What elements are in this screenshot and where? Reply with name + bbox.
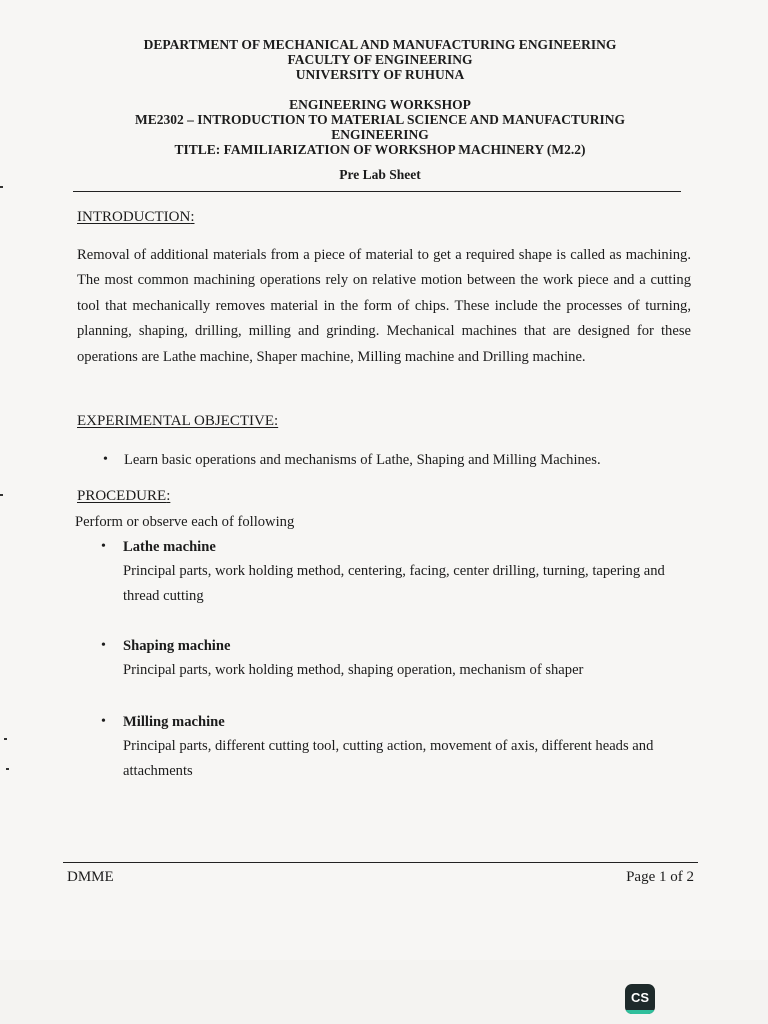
procedure-bullet-2: • [101,638,106,653]
introduction-heading-text: INTRODUCTION [77,209,191,225]
objective-heading [77,413,278,430]
procedure-item-desc-shaping: Principal parts, work holding method, shaping operation, mechanism of shaper [123,662,584,678]
camscanner-logo-icon: CS [625,984,655,1014]
course-title-line2: ENGINEERING [331,127,429,142]
objective-item: Learn basic operations and mechanisms of Lathe, Shaping and Milling Machines. [124,452,601,468]
scan-mark [4,738,7,740]
procedure-item-desc-lathe: Principal parts, work holding method, centering, facing, center drilling, turning, tapering and thread cutting [123,563,665,605]
procedure-item-desc-milling: Principal parts, different cutting tool, cutting action, movement of axis, different heads and attachments [123,738,654,780]
scan-mark [6,768,9,770]
procedure-item-title-shaping: Shaping machine [123,638,231,654]
procedure-intro: Perform or observe each of following [75,514,295,530]
sheet-type-label: Pre Lab Sheet [339,167,421,182]
footer-page-number: Page 1 of 2 [626,869,694,885]
course-title-line1: ME2302 – INTRODUCTION TO MATERIAL SCIENCE AND MANUFACTURING [135,112,625,127]
procedure-item-title-lathe: Lathe machine [123,539,216,555]
lab-title: TITLE: FAMILIARIZATION OF WORKSHOP MACHINERY (M2.2) [174,142,586,157]
scan-mark [0,186,3,188]
footer-divider [63,862,698,863]
footer-department: DMME [67,869,114,885]
introduction-heading-colon: : [190,209,195,225]
institution-header [60,37,700,82]
department-name: DEPARTMENT OF MECHANICAL AND MANUFACTURING ENGINEERING [143,37,617,52]
course-header [60,97,700,157]
procedure-item-title-milling: Milling machine [123,714,225,730]
procedure-heading-colon: : [166,488,171,504]
university-name: UNIVERSITY OF RUHUNA [295,67,465,82]
procedure-bullet-3: • [101,714,106,729]
scan-mark [0,494,3,496]
objective-heading-text: EXPERIMENTAL OBJECTIVE [77,413,274,429]
header-divider [73,191,681,192]
faculty-name: FACULTY OF ENGINEERING [287,52,473,67]
procedure-bullet-1: • [101,539,106,554]
objective-heading-colon: : [273,413,279,429]
procedure-heading [77,488,170,505]
workshop-name: ENGINEERING WORKSHOP [289,97,471,112]
introduction-heading [77,209,195,226]
sheet-type [60,167,700,182]
objective-bullet: • [103,452,108,467]
procedure-heading-text: PROCEDURE [77,488,167,504]
introduction-paragraph: Removal of additional materials from a piece of material to get a required shape is called as machining. The most common machining operations rely on relative motion between the work piece and a cutting tool that mechanically removes material in the form of chips. These include the processes of turning, planning, shaping, drilling, milling and grinding. Mechanical machines that are designed for these operations are Lathe machine, Shaper machine, Milling machine and Drilling machine. [77,247,691,365]
